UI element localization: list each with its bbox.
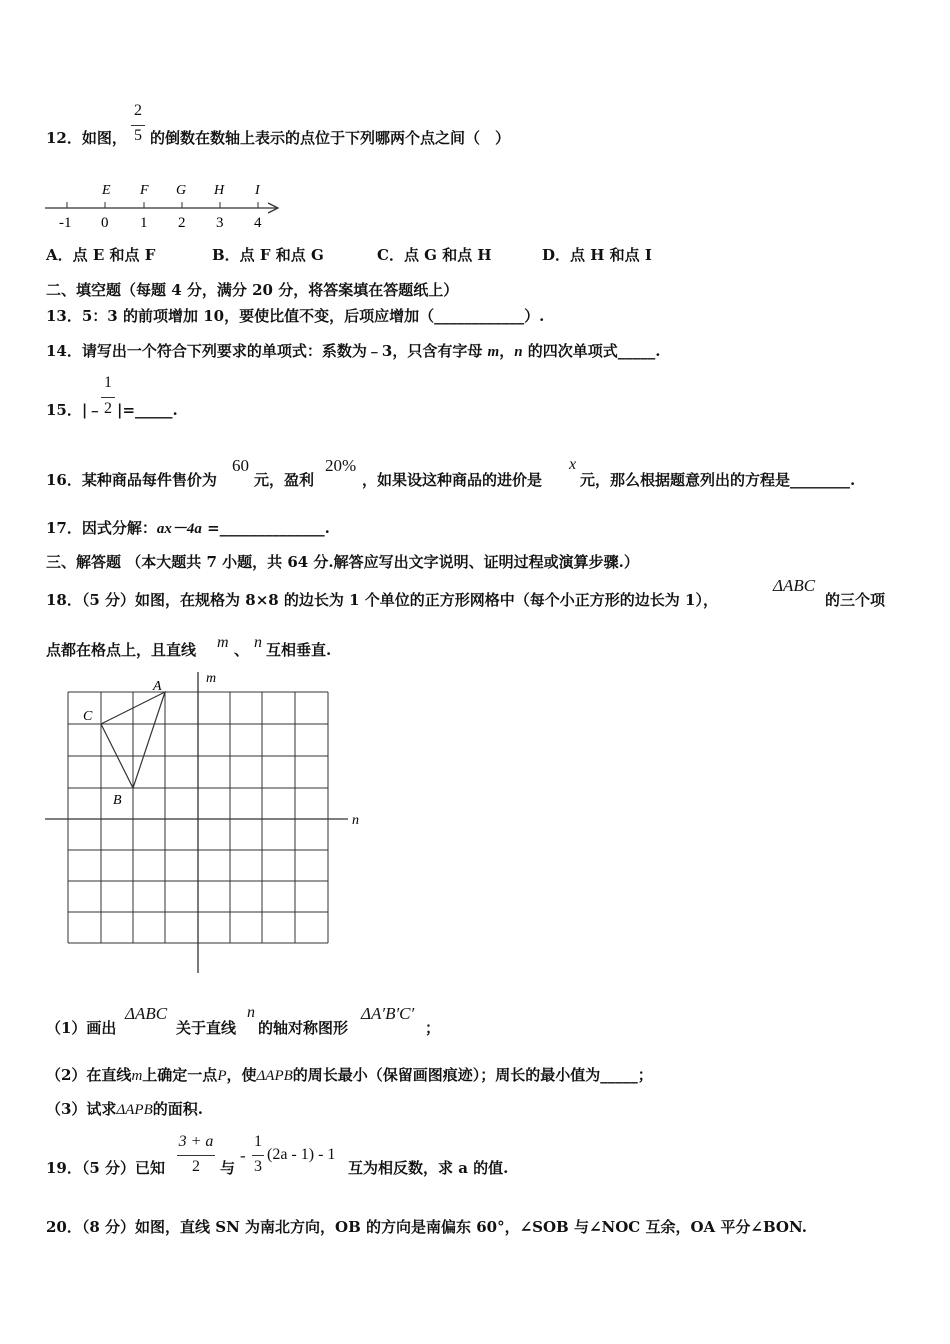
q15-fraction-numerator: 1 <box>104 374 112 391</box>
q16-percent: 20% <box>325 456 357 475</box>
q19-fraction2-denominator: 3 <box>254 1158 262 1175</box>
tick-label-3: 3 <box>216 215 224 231</box>
q18-n: n <box>254 634 262 651</box>
q14: 14．请写出一个符合下列要求的单项式：系数为﹣3，只含有字母 m，n 的四次单项式_____. <box>46 342 661 360</box>
q18-part1-n: n <box>247 1004 255 1021</box>
q18-m: m <box>217 634 229 651</box>
q12-stem: 12．如图， <box>46 129 127 147</box>
q15-post: |=_____. <box>117 401 178 419</box>
q19-pre: 19．（5 分）已知 <box>46 1159 166 1177</box>
point-label-g: G <box>176 183 187 198</box>
tick-label-neg1: -1 <box>59 215 72 231</box>
q18-line1-end: 的三个项 <box>825 591 886 609</box>
q19-neg: - <box>240 1146 246 1165</box>
q18-line2-post: 互相垂直. <box>266 641 332 659</box>
q19-fraction1-denominator: 2 <box>192 1158 200 1175</box>
q18-part1-pre: （1）画出 <box>46 1019 117 1037</box>
label-b: B <box>113 793 122 808</box>
section-2-heading: 二、填空题（每题 4 分，满分 20 分，将答案填在答题纸上） <box>46 281 459 299</box>
q15-pre: 15．|﹣ <box>46 401 103 419</box>
q12-stem-post: 的倒数在数轴上表示的点位于下列哪两个点之间（ ） <box>150 129 511 147</box>
q18-part1-triangle-prime: ΔA′B′C′ <box>361 1004 415 1023</box>
tick-label-1: 1 <box>140 215 148 231</box>
section-3-heading: 三、解答题 （本大题共 7 小题，共 64 分.解答应写出文字说明、证明过程或演算步骤.） <box>46 553 639 571</box>
q15-fraction-bar <box>101 397 115 398</box>
q18-sep: 、 <box>234 641 250 659</box>
label-n: n <box>352 813 359 828</box>
q19-fraction2-bar <box>252 1155 264 1156</box>
q18-part1-triangle: ΔABC <box>125 1004 168 1023</box>
q18-part1-end: ； <box>425 1019 441 1037</box>
q15-fraction-denominator: 2 <box>104 400 112 417</box>
point-label-h: H <box>214 183 225 198</box>
label-a: A <box>153 679 162 694</box>
q20: 20．（8 分）如图，直线 SN 为南北方向，OB 的方向是南偏东 60°，∠SOB 与∠NOC 互余，OA 平分∠BON. <box>46 1218 807 1236</box>
q13: 13．5：3 的前项增加 10，要使比值不变，后项应增加（____________）. <box>46 307 545 325</box>
option-a: A．点 E 和点 F <box>46 246 156 264</box>
q16-post: 元，那么根据题意列出的方程是________. <box>580 471 856 489</box>
q16-price: 60 <box>232 456 249 475</box>
q12-fraction-numerator: 2 <box>134 102 142 119</box>
q16-x: x <box>569 456 577 473</box>
point-label-e: E <box>102 183 111 198</box>
option-b: B．点 F 和点 G <box>212 246 324 264</box>
q19-post: 互为相反数，求 a 的值. <box>348 1159 509 1177</box>
label-m: m <box>206 671 217 686</box>
tick-label-0: 0 <box>101 215 109 231</box>
number-line <box>40 178 290 234</box>
q18-line1: 18．（5 分）如图，在规格为 8×8 的边长为 1 个单位的正方形网格中（每个小正方形的边长为 1）， <box>46 591 718 609</box>
q19-fraction2-numerator: 1 <box>254 1133 262 1150</box>
q18-part3: （3）试求ΔAPB的面积. <box>46 1100 203 1118</box>
q18-part2: （2）在直线m上确定一点P，使ΔAPB的周长最小（保留画图痕迹）；周长的最小值为_____； <box>46 1066 653 1084</box>
q18-line2-pre: 点都在格点上，且直线 <box>46 641 197 659</box>
q17: 17．因式分解：ax－4a =______________. <box>46 519 330 537</box>
grid-figure <box>40 668 370 978</box>
tick-label-4: 4 <box>254 215 262 231</box>
q19-expression: (2a - 1) - 1 <box>267 1146 336 1163</box>
q18-part1-mid: 关于直线 <box>176 1019 237 1037</box>
q12-fraction-denominator: 5 <box>134 127 142 144</box>
point-label-f: F <box>140 183 149 198</box>
q12-fraction-bar <box>131 125 145 126</box>
q19-fraction1-bar <box>177 1155 215 1156</box>
tick-label-2: 2 <box>178 215 186 231</box>
option-c: C．点 G 和点 H <box>377 246 492 264</box>
number-line-ticks <box>67 202 258 208</box>
point-label-i: I <box>255 183 260 198</box>
q19-mid: 与 <box>220 1159 236 1177</box>
q16-mid2: ，如果设这种商品的进价是 <box>362 471 543 489</box>
q18-part1-mid2: 的轴对称图形 <box>258 1019 349 1037</box>
option-d: D．点 H 和点 I <box>542 246 652 264</box>
q18-triangle-abc: ΔABC <box>773 576 816 595</box>
q19-fraction1-numerator: 3 + a <box>178 1133 214 1150</box>
q16-pre: 16．某种商品每件售价为 <box>46 471 217 489</box>
label-c: C <box>83 709 93 724</box>
q16-mid1: 元，盈利 <box>254 471 315 489</box>
